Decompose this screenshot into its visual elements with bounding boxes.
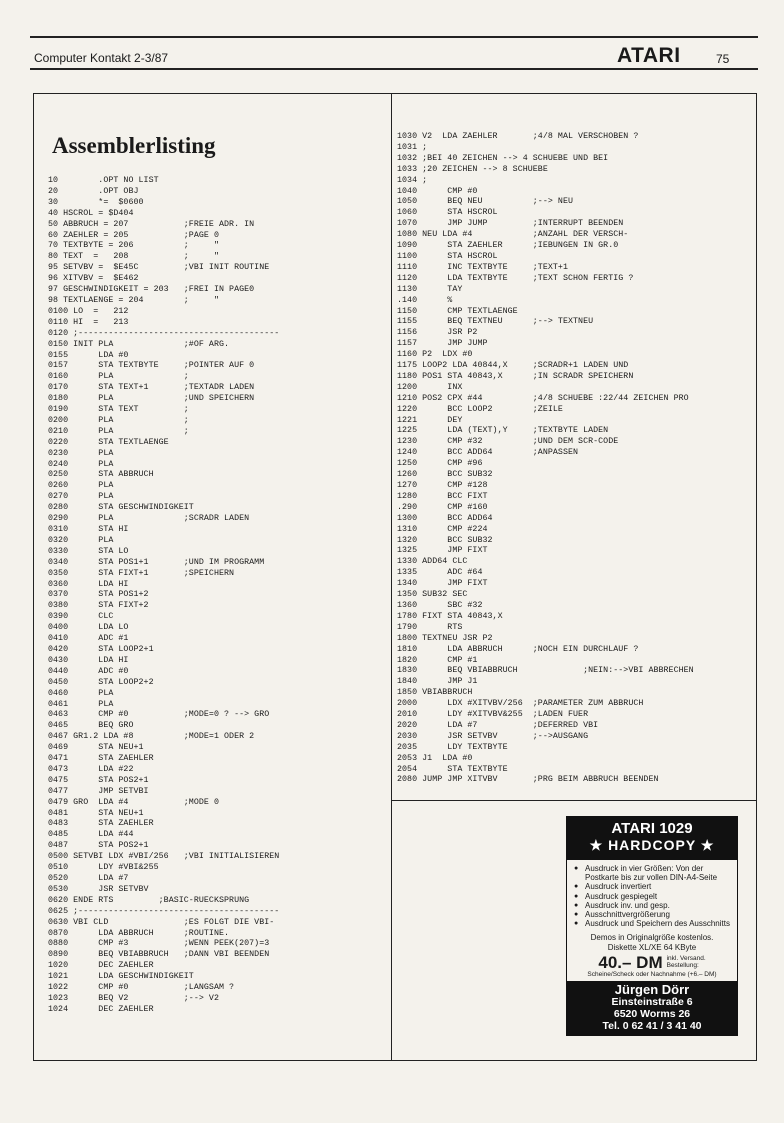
code-line: 2020 LDA #7 ;DEFERRED VBI [397, 720, 599, 730]
code-line: 0410 ADC #1 [48, 634, 129, 644]
code-line: 96 XITVBV = $E462 [48, 274, 139, 284]
ad-feature: ● Ausdruck in vier Größen: Von der Postkarte bis zur vollen DIN-A4-Seite [585, 864, 731, 882]
code-line: 1022 CMP #0 ;LANGSAM ? [48, 983, 235, 993]
code-line: 0380 STA FIXT+2 [48, 601, 149, 611]
code-line: 50 ABBRUCH = 207 ;FREIE ADR. IN [48, 219, 255, 229]
code-line: 1850 VBIABBRUCH [397, 688, 473, 698]
code-line: 0180 PLA ;UND SPEICHERN [48, 394, 255, 404]
code-line: 1032 ;BEI 40 ZEICHEN --> 4 SCHUEBE UND BEI [397, 153, 609, 163]
header-rule [30, 68, 758, 70]
code-line: 60 ZAEHLER = 205 ;PAGE 0 [48, 230, 219, 240]
ad-price-note-2: Bestellung: [666, 962, 699, 970]
code-line: 0240 PLA [48, 459, 114, 469]
code-line: 0330 STA LO [48, 546, 129, 556]
code-line: 1325 JMP FIXT [397, 546, 488, 556]
code-line: 0360 LDA HI [48, 579, 129, 589]
code-line: 1220 BCC LOOP2 ;ZEILE [397, 404, 563, 414]
top-rule [30, 36, 758, 38]
code-line: 0475 STA POS2+1 [48, 775, 149, 785]
code-line: 1210 POS2 CPX #44 ;4/8 SCHUEBE :22/44 ZEICHEN PRO [397, 393, 689, 403]
code-line: 0420 STA LOOP2+1 [48, 644, 154, 654]
code-line: 0630 VBI CLD ;ES FOLGT DIE VBI- [48, 917, 275, 927]
code-line: 0477 JMP SETVBI [48, 786, 149, 796]
code-line: 0479 GRO LDA #4 ;MODE 0 [48, 797, 219, 807]
ad-feature: ● Ausschnittvergrößerung [585, 910, 731, 919]
code-line: 0155 LDA #0 [48, 350, 129, 360]
code-line: 0310 STA HI [48, 525, 129, 534]
ad-price: 40.– DM [598, 952, 663, 972]
code-line: 0340 STA POS1+1 ;UND IM PROGRAMM [48, 557, 265, 567]
code-line: 1250 CMP #96 [397, 459, 483, 469]
ad-header [566, 816, 738, 860]
code-line: 1790 RTS [397, 622, 463, 632]
ad-feature: ● Ausdruck inv. und gesp. [585, 901, 731, 910]
code-line: 2010 LDY #XITVBV&255 ;LADEN FUER [397, 710, 589, 720]
code-line: 0485 LDA #44 [48, 830, 134, 840]
code-line: 1150 CMP TEXTLAENGE [397, 306, 518, 316]
ad-payment: Scheine/Scheck oder Nachnahme (+6.– DM) [587, 970, 717, 978]
code-line: 1270 CMP #128 [397, 481, 488, 490]
code-line: 0890 BEQ VBIABBRUCH ;DANN VBI BEENDEN [48, 950, 270, 960]
code-line: 0510 LDY #VBI&255 [48, 863, 159, 873]
code-line: 0473 LDA #22 [48, 764, 134, 774]
code-line: 1060 STA HSCROL [397, 208, 498, 218]
code-line: 0110 HI = 213 [48, 317, 129, 327]
code-line: 0500 SETVBI LDX #VBI/256 ;VBI INITIALISIEREN [48, 852, 280, 862]
code-line: 1280 BCC FIXT [397, 491, 488, 501]
code-line: 1023 BEQ V2 ;--> V2 [48, 993, 219, 1003]
code-line: 0430 LDA HI [48, 655, 129, 665]
code-line: 0465 BEQ GRO [48, 721, 134, 731]
code-line: 95 SETVBV = $E45C ;VBI INIT ROUTINE [48, 263, 270, 273]
code-line: 0450 STA LOOP2+2 [48, 677, 154, 687]
code-line: 0520 LDA #7 [48, 874, 129, 883]
code-line: 0320 PLA [48, 535, 114, 545]
code-line: 0210 PLA ; [48, 426, 189, 436]
code-line: 1021 LDA GESCHWINDIGKEIT [48, 972, 194, 982]
code-line: 1310 CMP #224 [397, 524, 488, 534]
page-title: Assemblerlisting [52, 133, 216, 158]
code-line: 1360 SBC #32 [397, 600, 483, 610]
code-line: 80 TEXT = 208 ; " [48, 252, 219, 262]
code-line: 1160 P2 LDX #0 [397, 350, 473, 360]
advertisement [566, 816, 738, 1056]
code-line: 1225 LDA (TEXT),Y ;TEXTBYTE LADEN [397, 426, 609, 436]
code-line: 1340 JMP FIXT [397, 579, 488, 589]
ad-seller: Jürgen Dörr [614, 982, 690, 998]
code-line: 0390 CLC [48, 612, 114, 622]
code-line: 0250 STA ABBRUCH [48, 470, 154, 480]
ad-price-row [573, 952, 731, 972]
column-cut-rule [391, 800, 757, 801]
code-line: 2000 LDX #XITVBV/256 ;PARAMETER ZUM ABBRUCH [397, 699, 644, 709]
code-line: 0471 STA ZAEHLER [48, 754, 154, 764]
code-line: 1350 SUB32 SEC [397, 590, 468, 600]
ad-body [566, 860, 738, 981]
code-line: 1033 ;20 ZEICHEN --> 8 SCHUEBE [397, 164, 548, 174]
code-line: 1800 TEXTNEU JSR P2 [397, 633, 493, 643]
code-line: 1300 BCC ADD64 [397, 513, 493, 523]
code-line: 0190 STA TEXT ; [48, 405, 189, 415]
code-line: 1080 NEU LDA #4 ;ANZAHL DER VERSCH- [397, 230, 629, 240]
magazine-header: Computer Kontakt 2-3/87 [34, 51, 169, 65]
ad-feature: ● Ausdruck gespiegelt [585, 892, 731, 901]
code-line: 1221 DEY [397, 415, 463, 425]
code-line: 2053 J1 LDA #0 [397, 753, 473, 763]
code-line: 0290 PLA ;SCRADR LADEN [48, 514, 250, 524]
code-line: 0460 PLA [48, 688, 114, 698]
code-line: 1180 POS1 STA 40843,X ;IN SCRADR SPEICHERN [397, 371, 634, 381]
code-line: 1100 STA HSCROL [397, 251, 498, 261]
code-line: 1260 BCC SUB32 [397, 470, 493, 480]
code-line: 0483 STA ZAEHLER [48, 819, 154, 829]
code-line: 2054 STA TEXTBYTE [397, 764, 508, 774]
code-line: 0150 INIT PLA ;#OF ARG. [48, 339, 230, 349]
ad-phone: Tel. 0 62 41 / 3 41 40 [602, 1020, 702, 1033]
code-line: 0870 LDA ABBRUCH ;ROUTINE. [48, 928, 230, 938]
code-line: 1070 JMP JUMP ;INTERRUPT BEENDEN [397, 219, 624, 229]
page-number: 75 [716, 52, 730, 66]
code-line: 1110 INC TEXTBYTE ;TEXT+1 [397, 262, 568, 272]
ad-demo-line2: Diskette XL/XE 64 KByte [607, 942, 697, 952]
code-line: 1200 INX [397, 382, 463, 392]
code-line: 1120 LDA TEXTBYTE ;TEXT SCHON FERTIG ? [397, 273, 634, 283]
code-line: 1040 CMP #0 [397, 186, 478, 196]
code-line: 0467 GR1.2 LDA #8 ;MODE=1 ODER 2 [48, 732, 255, 742]
listing-left-column [48, 176, 279, 1016]
ad-feature-list [573, 864, 731, 928]
ad-title: ATARI 1029 [611, 820, 693, 837]
code-line: 0220 STA TEXTLAENGE [48, 437, 169, 447]
code-line: 1020 DEC ZAEHLER [48, 961, 154, 971]
code-line: 0463 CMP #0 ;MODE=0 ? --> GRO [48, 710, 270, 720]
code-line: 1780 FIXT STA 40843,X [397, 611, 503, 621]
ad-price-note-1: inkl. Versand. [666, 954, 706, 962]
code-line: 0230 PLA [48, 448, 114, 458]
ad-feature: ● Ausdruck invertiert [585, 882, 731, 891]
code-line: 1830 BEQ VBIABBRUCH ;NEIN:-->VBI ABBRECHEN [397, 666, 694, 676]
code-line: 1335 ADC #64 [397, 568, 483, 578]
code-line: 1130 TAY [397, 284, 463, 294]
code-line: 0461 PLA [48, 699, 114, 709]
code-line: 0370 STA POS1+2 [48, 590, 149, 600]
column-divider [391, 93, 392, 1061]
listing-right-column [397, 132, 694, 786]
code-line: 0880 CMP #3 ;WENN PEEK(207)=3 [48, 939, 270, 949]
code-line: 1156 JSR P2 [397, 328, 478, 338]
code-line: 0280 STA GESCHWINDIGKEIT [48, 503, 194, 513]
ad-contact [566, 981, 738, 1036]
code-line: 20 .OPT OBJ [48, 186, 139, 196]
code-line: 0157 STA TEXTBYTE ;POINTER AUF 0 [48, 361, 255, 371]
ad-demo-line1: Demos in Originalgröße kostenlos. [590, 933, 714, 943]
code-line: 1240 BCC ADD64 ;ANPASSEN [397, 448, 579, 458]
code-line: 0350 STA FIXT+1 ;SPEICHERN [48, 568, 235, 578]
code-line: 0469 STA NEU+1 [48, 743, 144, 753]
code-line: 1050 BEQ NEU ;--> NEU [397, 197, 574, 207]
code-line: 1230 CMP #32 ;UND DEM SCR-CODE [397, 437, 619, 447]
code-line: 2030 JSR SETVBV ;-->AUSGANG [397, 731, 589, 741]
code-line: 0270 PLA [48, 492, 114, 502]
code-line: 1175 LOOP2 LDA 40844,X ;SCRADR+1 LADEN UND [397, 361, 629, 371]
code-line: 0530 JSR SETVBV [48, 884, 149, 894]
code-line: 2080 JUMP JMP XITVBV ;PRG BEIM ABBRUCH BEENDEN [397, 775, 659, 785]
code-line: 1090 STA ZAEHLER ;IEBUNGEN IN GR.0 [397, 241, 619, 251]
ad-price-note [667, 955, 706, 970]
code-line: 0625 ;---------------------------------------- [48, 906, 280, 916]
code-line: 98 TEXTLAENGE = 204 ; " [48, 295, 219, 305]
code-line: 1840 JMP J1 [397, 677, 478, 687]
code-line: 1024 DEC ZAEHLER [48, 1004, 154, 1014]
code-line: 0487 STA POS2+1 [48, 841, 149, 851]
code-line: 0620 ENDE RTS ;BASIC-RUECKSPRUNG [48, 895, 250, 905]
code-line: 97 GESCHWINDIGKEIT = 203 ;FREI IN PAGE0 [48, 285, 255, 295]
ad-street: Einsteinstraße 6 [611, 996, 693, 1009]
code-line: 1030 V2 LDA ZAEHLER ;4/8 MAL VERSCHOBEN ? [397, 132, 639, 141]
code-line: 0440 ADC #0 [48, 666, 129, 676]
code-line: .290 CMP #160 [397, 502, 488, 512]
code-line: 0120 ;---------------------------------------- [48, 328, 280, 338]
ad-subtitle: ★ HARDCOPY ★ [589, 837, 715, 853]
code-line: 1031 ; [397, 142, 428, 152]
code-line: 1820 CMP #1 [397, 655, 478, 665]
code-line: 70 TEXTBYTE = 206 ; " [48, 241, 219, 251]
code-line: 40 HSCROL = $D404 [48, 208, 134, 218]
code-line: 0170 STA TEXT+1 ;TEXTADR LADEN [48, 383, 255, 393]
code-line: 1330 ADD64 CLC [397, 557, 468, 567]
code-line: 0400 LDA LO [48, 623, 129, 633]
code-line: 10 .OPT NO LIST [48, 176, 159, 185]
brand-header: ATARI [617, 44, 681, 67]
code-line: 2035 LDY TEXTBYTE [397, 742, 508, 752]
code-line: 0260 PLA [48, 481, 114, 491]
code-line: .140 % [397, 295, 453, 305]
code-line: 0481 STA NEU+1 [48, 808, 144, 818]
code-line: 30 *= $0600 [48, 197, 144, 207]
code-line: 1034 ; [397, 175, 428, 185]
code-line: 1155 BEQ TEXTNEU ;--> TEXTNEU [397, 317, 594, 327]
code-line: 0200 PLA ; [48, 415, 189, 425]
code-line: 1320 BCC SUB32 [397, 535, 493, 545]
ad-city: 6520 Worms 26 [613, 1008, 691, 1021]
ad-feature: ● Ausdruck und Speichern des Ausschnitts [585, 919, 731, 928]
code-line: 1810 LDA ABBRUCH ;NOCH EIN DURCHLAUF ? [397, 644, 639, 654]
code-line: 0160 PLA ; [48, 372, 189, 382]
code-line: 1157 JMP JUMP [397, 339, 488, 349]
code-line: 0100 LO = 212 [48, 306, 129, 316]
